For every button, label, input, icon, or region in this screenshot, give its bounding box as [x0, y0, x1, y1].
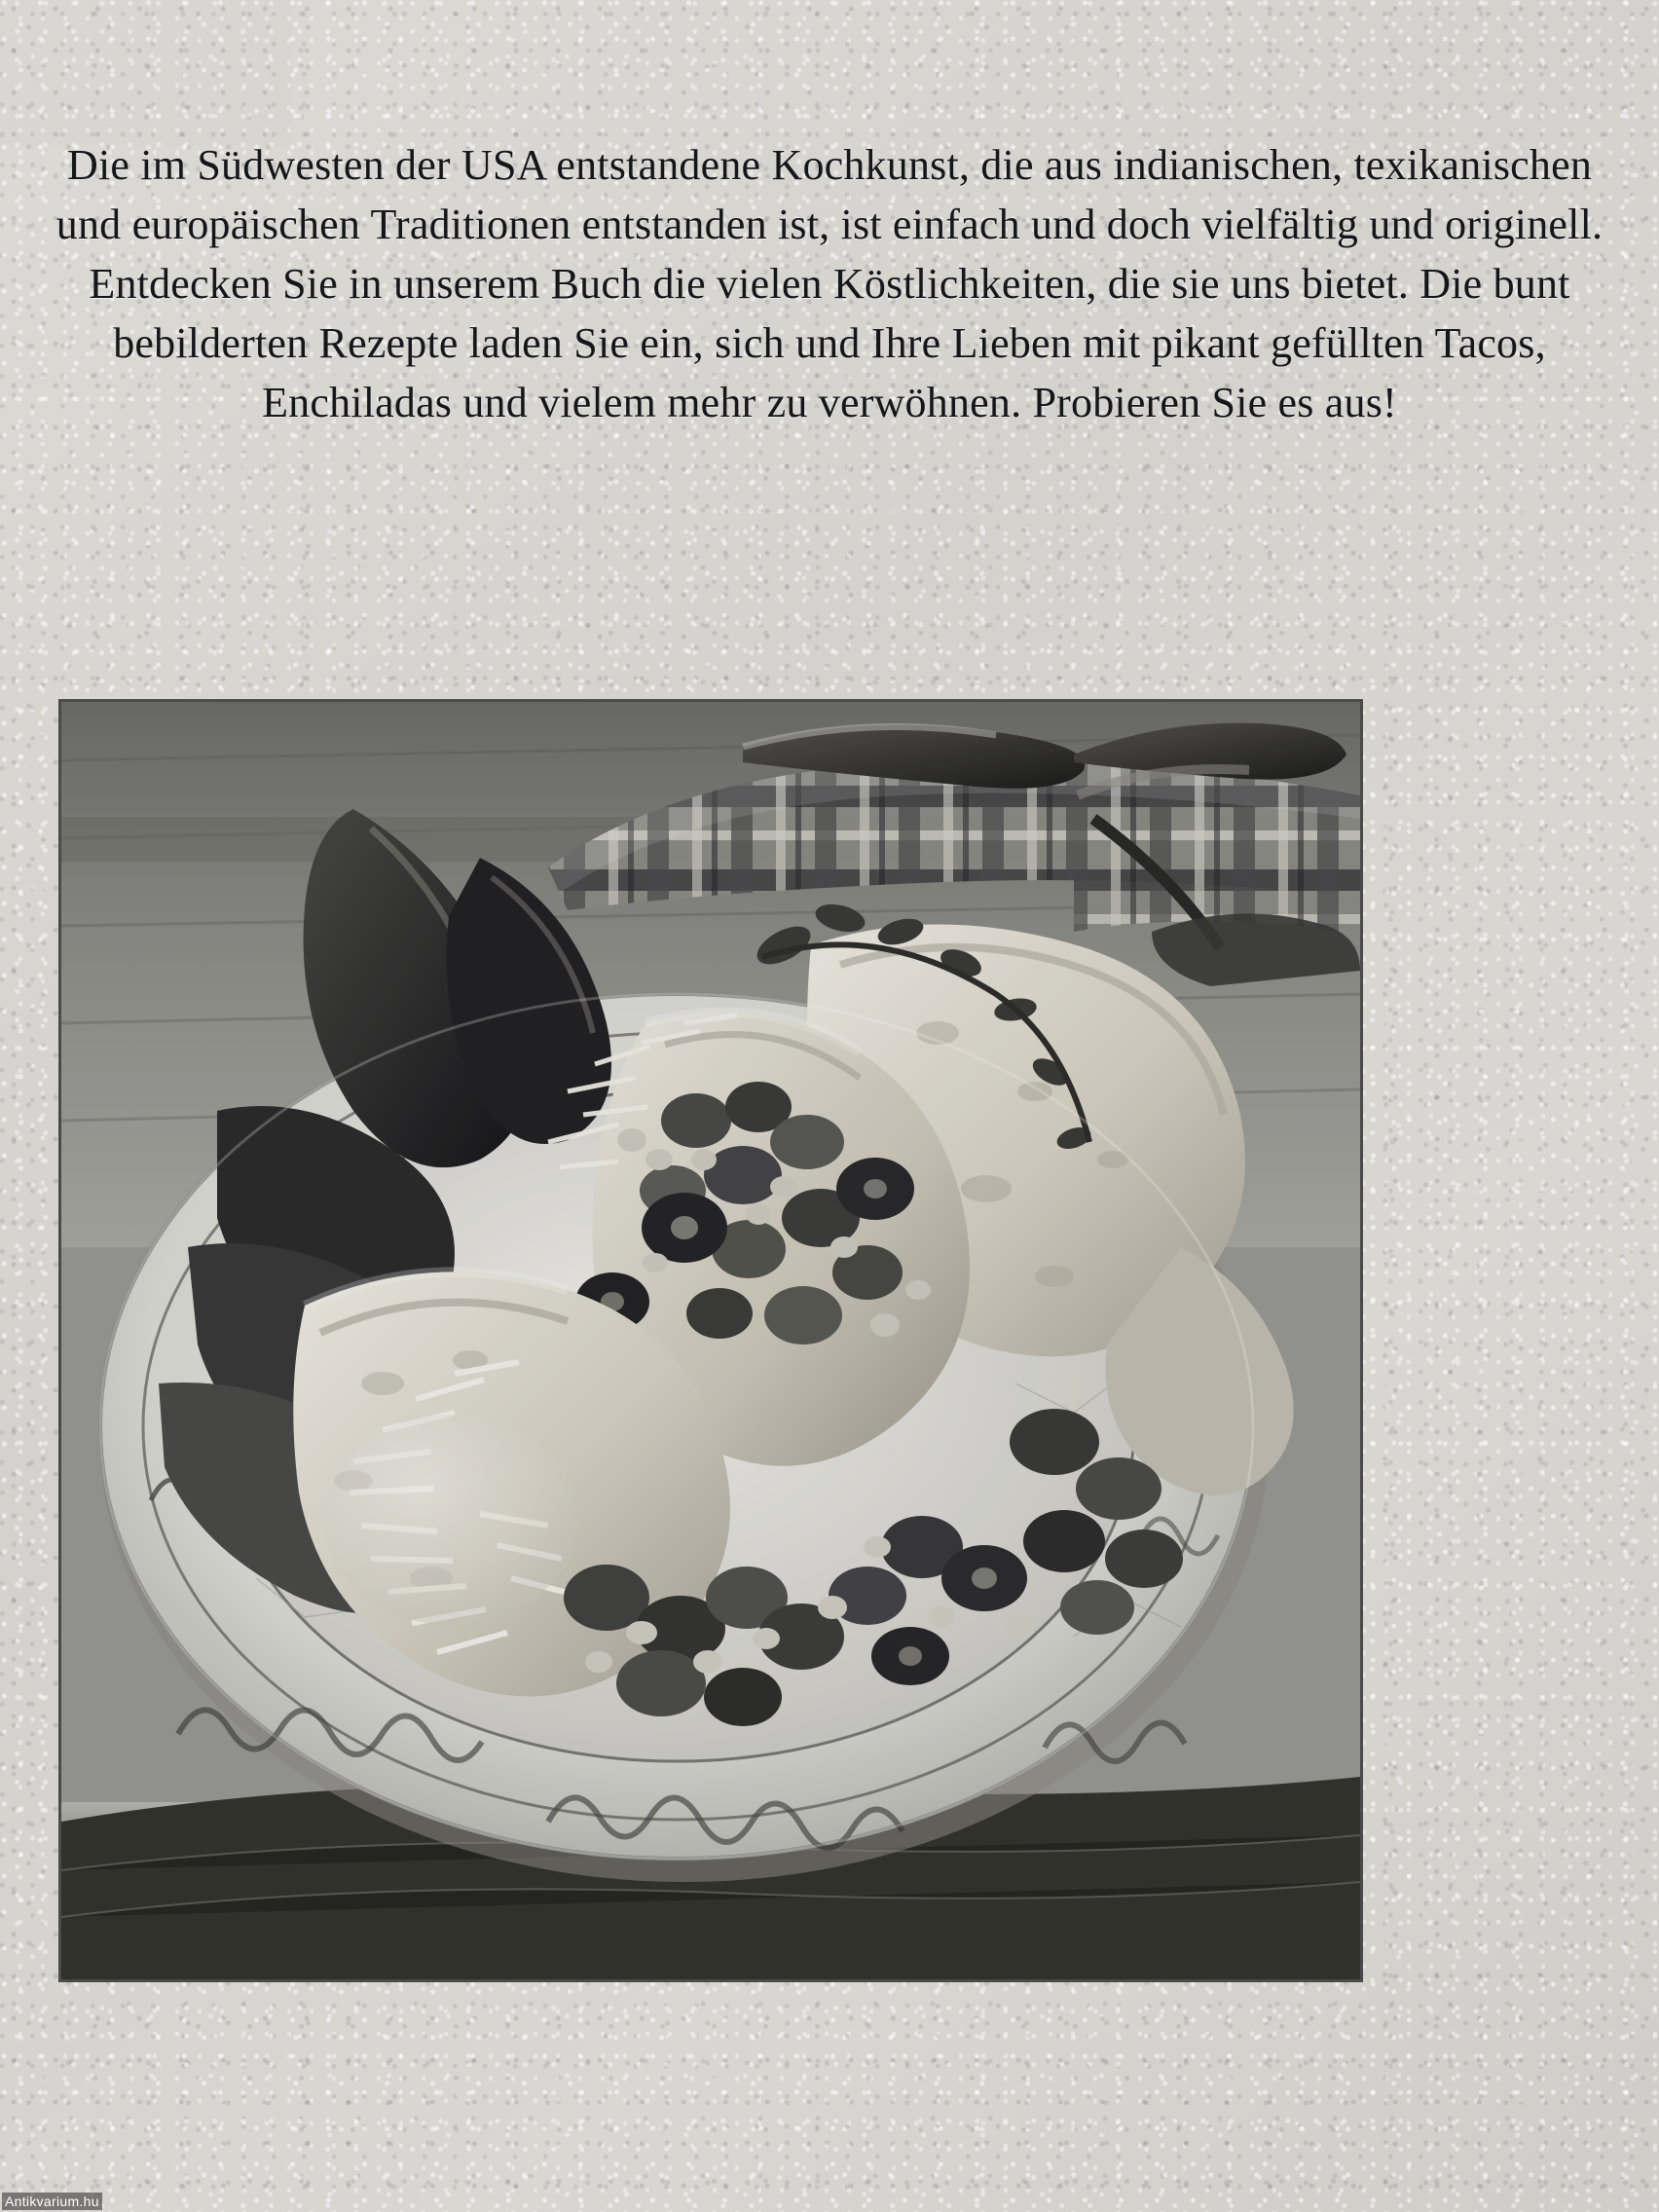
- food-photograph-image: [61, 702, 1360, 1979]
- food-photograph: [58, 699, 1363, 1982]
- intro-paragraph: Die im Südwesten der USA entstandene Kochkunst, die aus indianischen, texikanischen und europäischen Traditionen entstanden ist, ist einfach und doch vielfältig und originell. Entdecken Sie in unserem Buch die vielen Köstlichkeiten, die sie uns bietet. Die bunt bebilderten Rezepte laden Sie ein, sich und Ihre Lieben mit pikant gefüllten Tacos, Enchiladas und vielem mehr zu verwöhnen. Probieren Sie es aus!: [55, 141, 1604, 426]
- watermark-label: Antikvarium.hu: [2, 2193, 102, 2210]
